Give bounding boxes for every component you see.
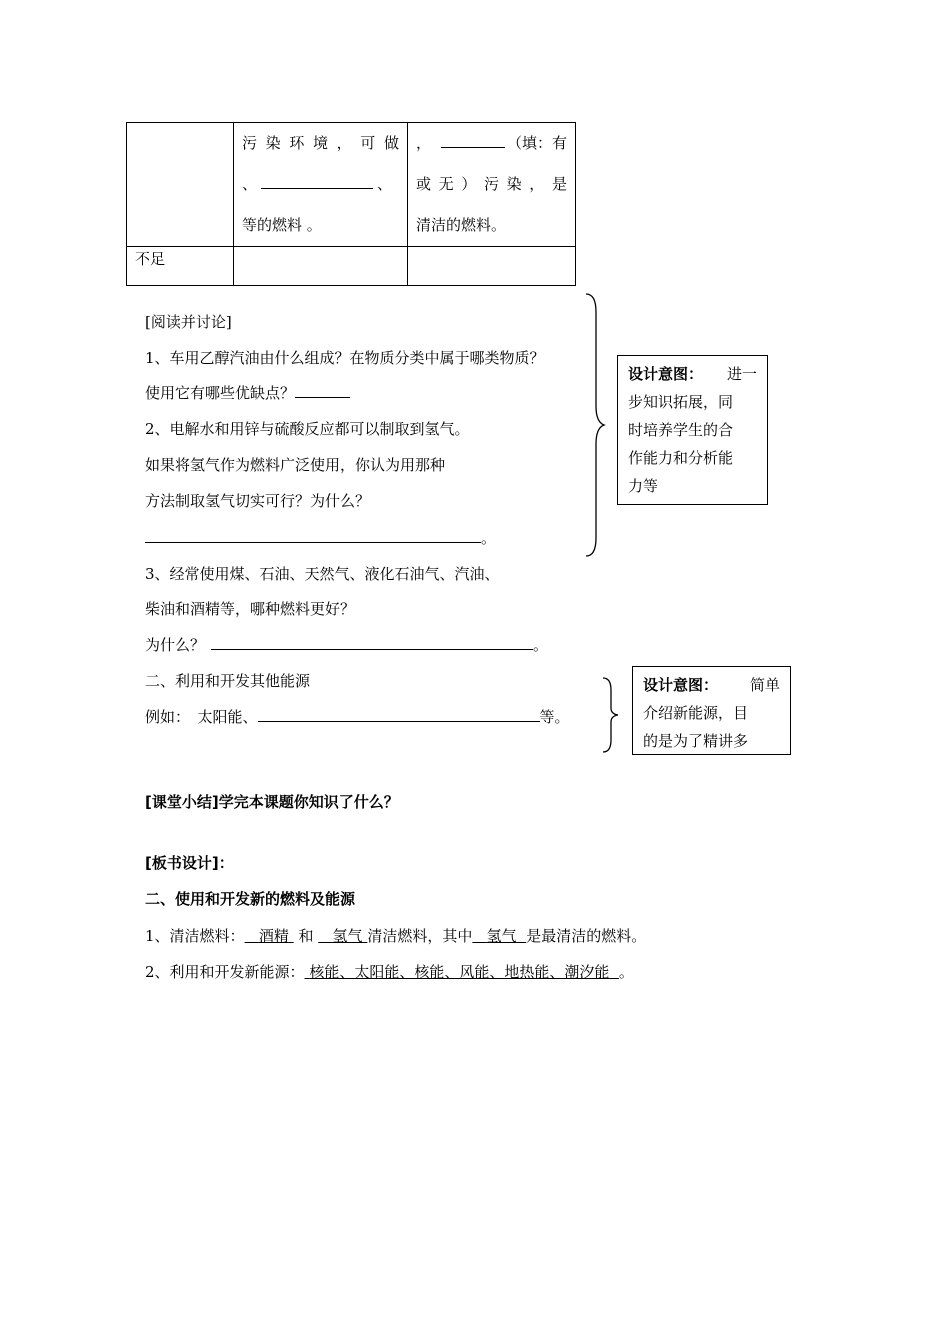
blank-line[interactable]: [261, 187, 373, 189]
board-line-1: [145, 925, 646, 946]
fuel-comparison-table: [126, 122, 576, 286]
box-line: 作能力和分析能: [628, 449, 734, 467]
board-title: 二、使用和开发新的燃料及能源: [145, 890, 356, 908]
text: ，: [416, 134, 432, 152]
text: 。: [618, 963, 634, 981]
box-line: 介绍新能源，目: [643, 704, 749, 722]
text: 是最清洁的燃料。: [526, 927, 647, 945]
box-line: 时培养学生的合: [628, 421, 734, 439]
text: 污: [242, 134, 258, 152]
text: 氢气: [486, 927, 517, 945]
text: 酒精: [258, 927, 289, 945]
cell-line: 等的燃料 。: [242, 216, 322, 234]
question-text: 方法制取氢气切实可行？为什么？: [145, 492, 371, 510]
text: 或: [416, 175, 432, 193]
text: 、: [242, 175, 258, 193]
box-line: [643, 671, 780, 699]
blank-line[interactable]: [258, 720, 540, 722]
right-brace-icon: [584, 292, 608, 558]
question-text: 3、经常使用煤、石油、天然气、液化石油气、汽油、: [145, 565, 500, 583]
design-intent-box: [632, 666, 791, 755]
class-summary: [课堂小结]学完本课题你知识了什么？: [145, 793, 399, 811]
table-row: [127, 123, 576, 247]
blank-line[interactable]: [211, 648, 533, 650]
text: 1、清洁燃料：: [145, 927, 245, 945]
cell-line: 清洁的燃料。: [416, 216, 507, 234]
answer-text: [472, 927, 526, 945]
text: 。: [533, 636, 549, 654]
text: 环: [289, 134, 305, 152]
cell-line: [242, 164, 399, 205]
blank-line[interactable]: [145, 541, 481, 543]
question-text: [145, 382, 350, 403]
design-intent-label: 设计意图：: [628, 365, 704, 383]
table-cell: [408, 247, 576, 286]
blank-line[interactable]: [441, 146, 505, 148]
text: 例如： 太阳能、: [145, 708, 258, 726]
example-line: [145, 706, 570, 727]
discussion-heading: [阅读并讨论]: [145, 313, 232, 331]
question-text: [145, 634, 548, 655]
table-cell: [234, 247, 408, 286]
question-text: 柴油和酒精等，哪种燃料更好？: [145, 600, 356, 618]
box-line: 步知识拓展，同: [628, 393, 734, 411]
text: ）: [461, 175, 477, 193]
table-cell: [127, 123, 234, 247]
text: 简单: [749, 676, 780, 694]
box-line: 的是为了精讲多: [643, 732, 749, 750]
answer-text: [305, 963, 619, 981]
table-cell: [234, 123, 408, 247]
text: 无: [438, 175, 454, 193]
question-text: 如果将氢气作为燃料广泛使用，你认为用那种: [145, 456, 446, 474]
board-heading: [板书设计]：: [145, 854, 234, 872]
cell-line: [416, 123, 567, 164]
text: 污: [483, 175, 499, 193]
text: 核能、太阳能、核能、风能、地热能、潮汐能: [309, 963, 610, 981]
text: ，: [336, 134, 352, 152]
text: 氢气: [332, 927, 363, 945]
box-line: 力等: [628, 477, 659, 495]
cell-line: [242, 123, 399, 164]
table-row: [127, 247, 576, 286]
design-intent-box: [617, 355, 768, 505]
text: 使用它有哪些优缺点？: [145, 384, 296, 402]
text: 、: [377, 175, 393, 193]
question-text: 2、电解水和用锌与硫酸反应都可以制取到氢气。: [145, 420, 470, 438]
text: 等。: [539, 708, 570, 726]
text: 可: [360, 134, 376, 152]
text: 清洁燃料，其中: [367, 927, 473, 945]
table-cell: 不足: [127, 247, 234, 286]
section-title: 二、利用和开发其他能源: [145, 672, 311, 690]
text: 2、利用和开发新能源：: [145, 963, 305, 981]
answer-text: [318, 927, 367, 945]
text: 染: [506, 175, 522, 193]
answer-line: [145, 527, 496, 548]
table-cell: [408, 123, 576, 247]
cell-line: [416, 164, 567, 205]
blank-line[interactable]: [295, 396, 350, 398]
text: 是: [551, 175, 567, 193]
text: 为什么？: [145, 636, 206, 654]
board-line-2: [145, 961, 634, 982]
text: ，: [529, 175, 545, 193]
answer-text: [245, 927, 294, 945]
text: 境: [312, 134, 328, 152]
box-line: [628, 360, 757, 388]
right-brace-icon: [601, 676, 621, 754]
text: 和: [298, 927, 314, 945]
text: 染: [265, 134, 281, 152]
text: 进一: [726, 365, 757, 383]
text: 。: [481, 529, 497, 547]
design-intent-label: 设计意图：: [643, 676, 719, 694]
text: 做: [383, 134, 399, 152]
text: （填：有: [507, 134, 568, 152]
question-text: 1、车用乙醇汽油由什么组成？在物质分类中属于哪类物质？: [145, 349, 545, 367]
